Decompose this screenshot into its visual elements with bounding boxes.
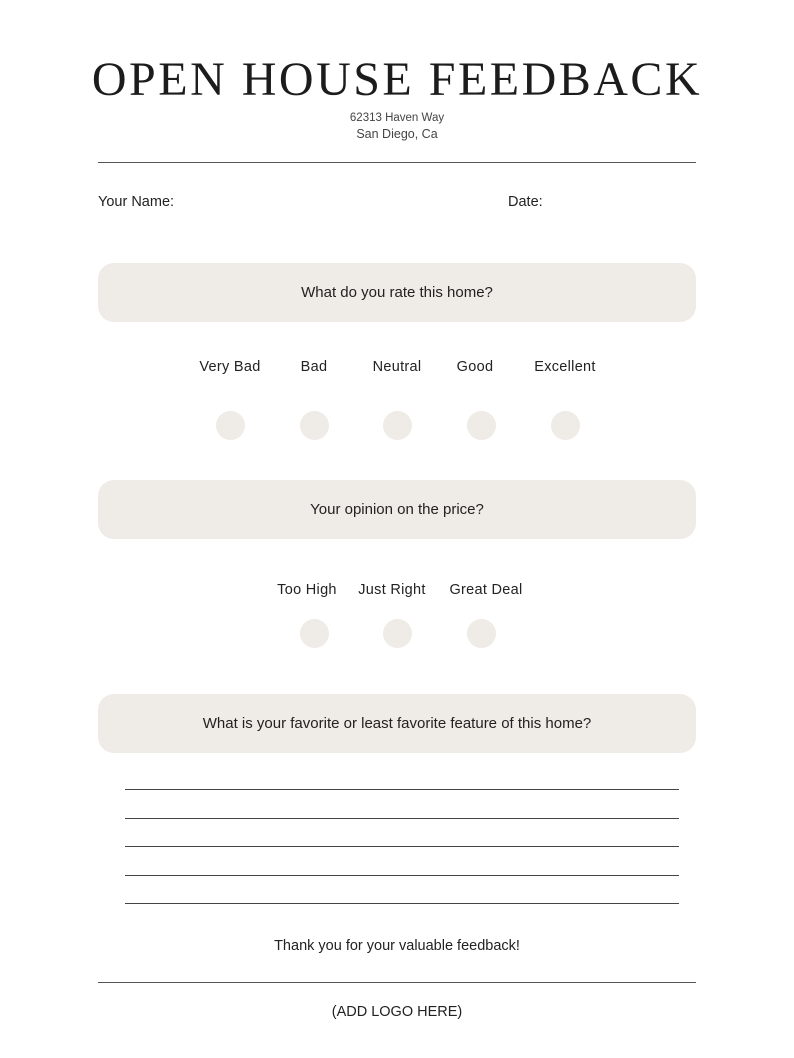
price-option-label: Too High xyxy=(277,582,337,598)
date-label: Date: xyxy=(508,194,543,210)
price-option-label: Just Right xyxy=(358,582,426,598)
rating-option-label: Neutral xyxy=(372,359,422,375)
price-question: Your opinion on the price? xyxy=(98,480,696,539)
answer-line[interactable] xyxy=(125,846,679,847)
rating-option-label: Good xyxy=(456,359,494,375)
rating-radio-bad[interactable] xyxy=(300,411,329,440)
price-option-label: Great Deal xyxy=(449,582,523,598)
answer-line[interactable] xyxy=(125,875,679,876)
address-line-1: 62313 Haven Way xyxy=(349,112,445,124)
answer-line[interactable] xyxy=(125,789,679,790)
divider xyxy=(98,162,696,163)
price-radio-just-right[interactable] xyxy=(383,619,412,648)
name-label: Your Name: xyxy=(98,194,175,210)
footer-divider xyxy=(98,982,696,983)
logo-placeholder: (ADD LOGO HERE) xyxy=(331,1004,463,1020)
rating-radio-good[interactable] xyxy=(467,411,496,440)
address-line-2: San Diego, Ca xyxy=(356,127,438,141)
rating-option-label: Very Bad xyxy=(199,359,261,375)
rating-question: What do you rate this home? xyxy=(98,263,696,322)
rating-radio-very-bad[interactable] xyxy=(216,411,245,440)
rating-option-label: Bad xyxy=(300,359,328,375)
rating-option-label: Excellent xyxy=(534,359,596,375)
price-radio-great-deal[interactable] xyxy=(467,619,496,648)
answer-line[interactable] xyxy=(125,903,679,904)
answer-line[interactable] xyxy=(125,818,679,819)
page-title: OPEN HOUSE FEEDBACK xyxy=(91,53,703,106)
price-radio-too-high[interactable] xyxy=(300,619,329,648)
rating-radio-neutral[interactable] xyxy=(383,411,412,440)
feature-question: What is your favorite or least favorite feature of this home? xyxy=(98,694,696,753)
thank-you-text: Thank you for your valuable feedback! xyxy=(274,938,520,954)
rating-radio-excellent[interactable] xyxy=(551,411,580,440)
